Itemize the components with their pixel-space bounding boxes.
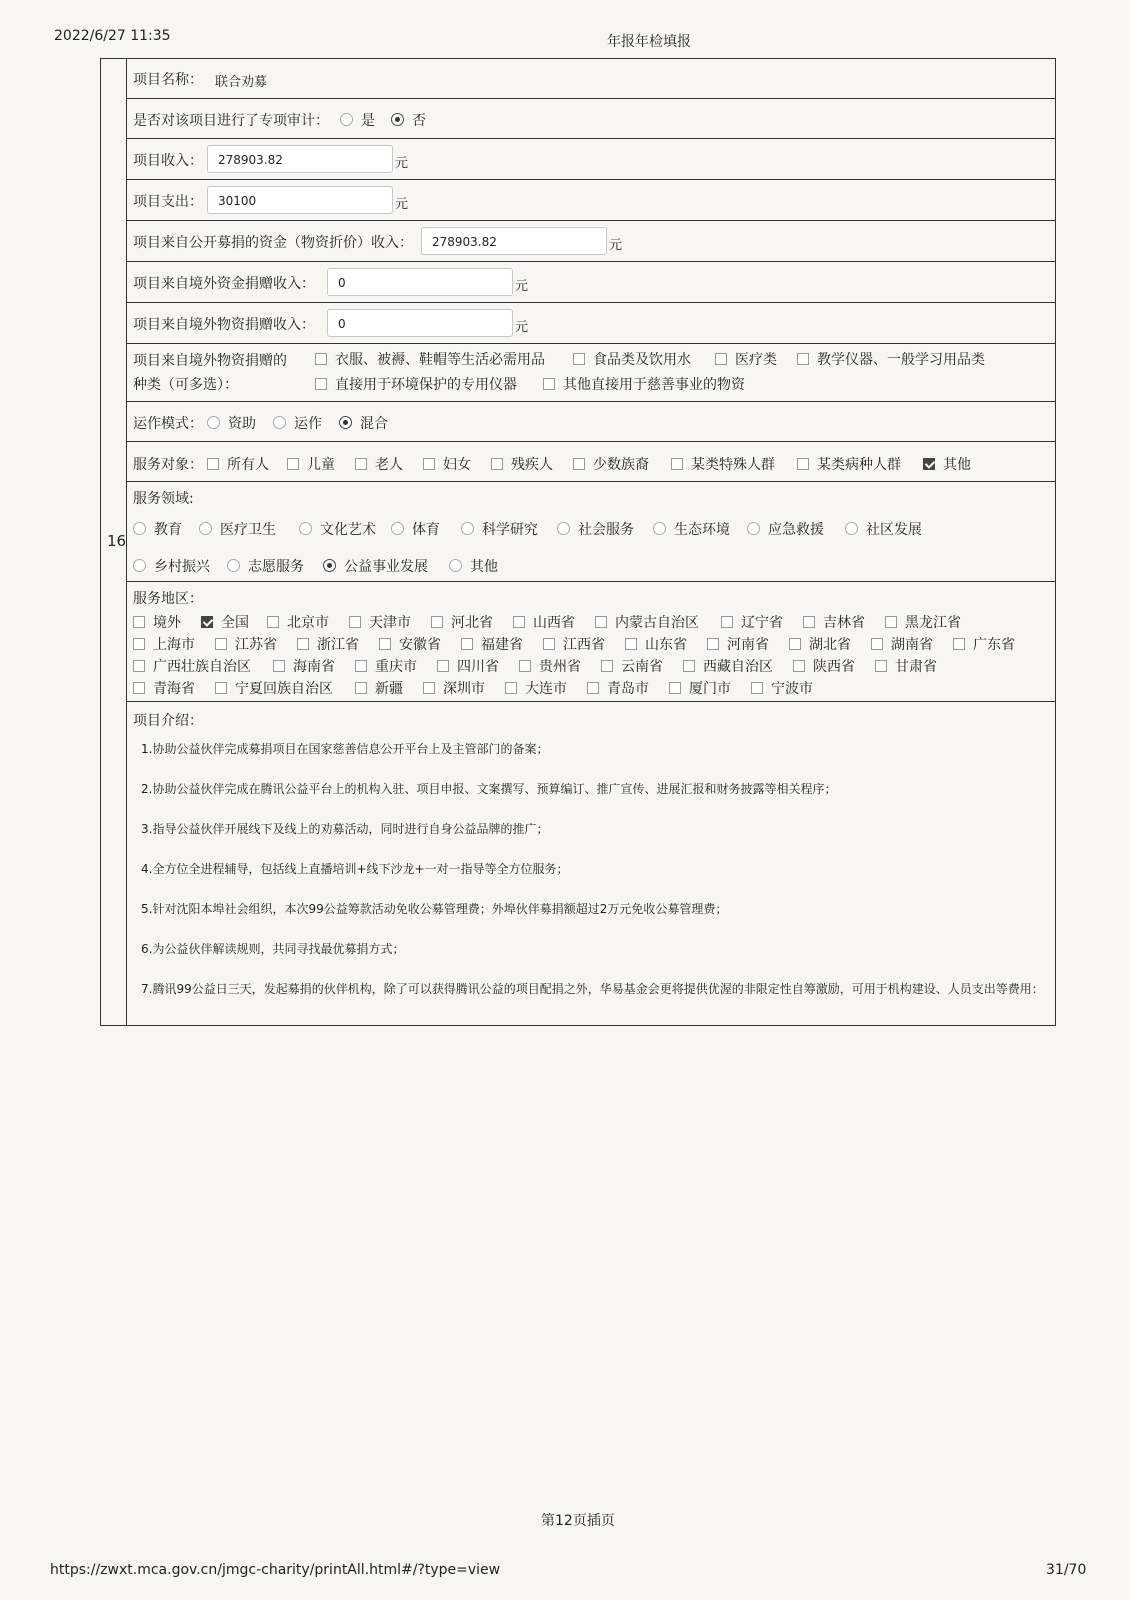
checkbox-icon [751,682,763,694]
operation-row [127,402,1055,442]
region-option[interactable] [707,634,769,654]
checkbox-icon [871,638,883,650]
region-option[interactable] [789,634,851,654]
foreign-fund-input[interactable]: 0 [327,268,513,296]
project-intro-row [127,702,1055,1027]
checkbox-icon [885,616,897,628]
radio-icon [461,522,474,535]
option-label: 公益事业发展 [344,559,428,575]
checkbox-icon [573,353,585,365]
radio-icon [133,522,146,535]
field-option[interactable] [227,556,304,576]
public-fund-unit: 元 [609,238,623,253]
checkbox-icon [789,638,801,650]
target-option-checked[interactable] [923,454,971,474]
checkbox-icon [133,616,145,628]
project-intro-label: 项目介绍： [133,713,203,729]
region-option[interactable] [355,656,417,676]
option-label: 山西省 [533,615,575,631]
checkbox-icon [133,638,145,650]
option-label: 其他直接用于慈善事业的物资 [563,377,745,393]
print-date: 2022/6/27 11:35 [54,28,171,44]
region-option[interactable] [625,634,687,654]
region-option[interactable] [423,678,485,698]
radio-icon [449,559,462,572]
checkbox-icon [431,616,443,628]
region-option[interactable] [437,656,499,676]
goods-type-option[interactable] [573,349,691,369]
region-option[interactable] [133,656,251,676]
expense-row [127,180,1055,221]
option-label: 衣服、被褥、鞋帽等生活必需用品 [335,352,545,368]
option-label: 河南省 [727,637,769,653]
foreign-goods-unit: 元 [515,320,529,335]
radio-icon [340,113,353,126]
checkbox-checked-icon [923,458,935,470]
checkbox-icon [437,660,449,672]
checkbox-icon [267,616,279,628]
option-label: 运作 [294,416,322,432]
expense-label: 项目支出： [133,194,203,210]
radio-icon [207,416,220,429]
checkbox-icon [423,682,435,694]
project-name-value: 联合劝募 [215,75,268,90]
region-option[interactable] [273,656,335,676]
option-label: 医疗类 [735,352,777,368]
public-fund-label: 项目来自公开募捐的资金（物资折价）收入： [133,235,413,251]
option-label: 广东省 [973,637,1015,653]
checkbox-icon [543,638,555,650]
region-option[interactable] [721,612,783,632]
radio-selected-icon [391,113,404,126]
income-unit: 元 [395,156,409,171]
region-option[interactable] [215,678,333,698]
foreign-fund-row [127,262,1055,303]
region-option[interactable] [587,678,649,698]
option-label: 北京市 [287,615,329,631]
option-label: 其他 [470,559,498,575]
option-label: 江西省 [563,637,605,653]
audit-row [127,99,1055,139]
option-label: 湖北省 [809,637,851,653]
radio-icon [273,416,286,429]
region-option[interactable] [595,612,699,632]
option-label: 新疆 [375,681,403,697]
option-label: 妇女 [443,457,471,473]
checkbox-icon [355,458,367,470]
option-label: 直接用于环境保护的专用仪器 [335,377,517,393]
region-option[interactable] [871,634,933,654]
radio-selected-icon [323,559,336,572]
audit-no-radio[interactable] [391,110,426,130]
region-option[interactable] [505,678,567,698]
option-label: 志愿服务 [248,559,304,575]
option-label: 天津市 [369,615,411,631]
option-label: 上海市 [153,637,195,653]
region-option[interactable] [133,634,195,654]
checkbox-icon [491,458,503,470]
option-label: 老人 [375,457,403,473]
checkbox-icon [797,458,809,470]
checkbox-icon [803,616,815,628]
region-option[interactable] [601,656,663,676]
region-option[interactable] [953,634,1015,654]
region-option[interactable] [751,678,813,698]
radio-icon [653,522,666,535]
operation-label: 运作模式： [133,416,203,432]
field-option[interactable] [299,519,376,539]
radio-icon [845,522,858,535]
region-option[interactable] [349,612,411,632]
option-label: 西藏自治区 [703,659,773,675]
option-label: 社区发展 [866,522,922,538]
option-label: 厦门市 [689,681,731,697]
checkbox-icon [587,682,599,694]
field-option[interactable] [461,519,538,539]
region-option[interactable] [379,634,441,654]
option-label: 青海省 [153,681,195,697]
foreign-goods-label: 项目来自境外物资捐赠收入： [133,317,315,333]
region-option[interactable] [297,634,359,654]
region-option[interactable] [133,678,195,698]
income-row [127,139,1055,180]
public-fund-input[interactable]: 278903.82 [421,227,607,255]
checkbox-icon [601,660,613,672]
radio-icon [391,522,404,535]
option-label: 四川省 [457,659,499,675]
operation-option[interactable] [207,413,256,433]
region-option[interactable] [669,678,731,698]
checkbox-icon [423,458,435,470]
checkbox-icon [461,638,473,650]
checkbox-icon [519,660,531,672]
option-label: 境外 [153,615,181,631]
radio-icon [199,522,212,535]
field-option[interactable] [199,519,276,539]
radio-icon [227,559,240,572]
service-region-label: 服务地区： [133,591,203,607]
checkbox-icon [875,660,887,672]
option-label: 生态环境 [674,522,730,538]
checkbox-checked-icon [201,616,213,628]
checkbox-icon [379,638,391,650]
option-label: 海南省 [293,659,335,675]
field-option[interactable] [391,519,440,539]
service-field-label: 服务领域: [133,491,194,507]
region-option[interactable] [683,656,773,676]
field-option[interactable] [133,519,182,539]
option-label: 湖南省 [891,637,933,653]
intro-item: 3.指导公益伙伴开展线下及线上的劝募活动，同时进行自身公益品牌的推广； [141,822,549,836]
checkbox-icon [669,682,681,694]
checkbox-icon [315,378,327,390]
public-fund-row [127,221,1055,262]
goods-type-label-line1: 项目来自境外物资捐赠的 [133,353,287,369]
option-label: 科学研究 [482,522,538,538]
target-option[interactable] [355,454,403,474]
option-label: 混合 [360,416,388,432]
option-label: 深圳市 [443,681,485,697]
option-label: 宁波市 [771,681,813,697]
checkbox-icon [349,616,361,628]
region-option[interactable] [355,678,403,698]
radio-icon [557,522,570,535]
region-option[interactable] [133,612,181,632]
foreign-fund-label: 项目来自境外资金捐赠收入： [133,276,315,292]
project-name-row [127,59,1055,99]
target-option[interactable] [671,454,775,474]
field-option[interactable] [449,556,498,576]
option-label: 医疗卫生 [220,522,276,538]
option-label: 安徽省 [399,637,441,653]
checkbox-icon [671,458,683,470]
option-label: 教学仪器、一般学习用品类 [817,352,985,368]
region-option[interactable] [267,612,329,632]
option-label: 浙江省 [317,637,359,653]
option-label: 云南省 [621,659,663,675]
checkbox-icon [595,616,607,628]
checkbox-icon [207,458,219,470]
option-label: 社会服务 [578,522,634,538]
region-option[interactable] [519,656,581,676]
income-input[interactable]: 278903.82 [207,145,393,173]
option-label: 资助 [228,416,256,432]
checkbox-icon [513,616,525,628]
checkbox-icon [273,660,285,672]
audit-yes-radio[interactable] [340,110,375,130]
option-label: 儿童 [307,457,335,473]
goods-type-option[interactable] [715,349,777,369]
checkbox-icon [215,638,227,650]
goods-type-option[interactable] [543,374,745,394]
foreign-goods-row [127,303,1055,344]
option-label: 黑龙江省 [905,615,961,631]
foreign-goods-input[interactable]: 0 [327,309,513,337]
income-label: 项目收入： [133,153,203,169]
checkbox-icon [355,682,367,694]
radio-icon [747,522,760,535]
checkbox-icon [797,353,809,365]
insert-page-label: 第12页插页 [541,1513,615,1529]
service-field-row [127,482,1055,582]
service-region-row [127,582,1055,702]
target-option[interactable] [573,454,649,474]
checkbox-icon [543,378,555,390]
operation-option-selected[interactable] [339,413,388,433]
region-option[interactable] [803,612,865,632]
goods-type-option[interactable] [315,349,545,369]
region-option[interactable] [513,612,575,632]
radio-icon [299,522,312,535]
goods-type-option[interactable] [315,374,517,394]
field-option[interactable] [845,519,922,539]
intro-item: 5.针对沈阳本埠社会组织，本次99公益筹款活动免收公募管理费；外埠伙伴募捐额超过2万元免收公募管理费； [141,902,728,916]
checkbox-icon [793,660,805,672]
target-option[interactable] [797,454,901,474]
option-label: 所有人 [227,457,269,473]
page-counter: 31/70 [1046,1562,1087,1578]
page-title: 年报年检填报 [607,34,691,50]
option-label: 广西壮族自治区 [153,659,251,675]
checkbox-icon [707,638,719,650]
expense-input[interactable]: 30100 [207,186,393,214]
region-option[interactable] [885,612,961,632]
field-option-selected[interactable] [323,556,428,576]
option-label: 江苏省 [235,637,277,653]
goods-type-row [127,344,1055,402]
option-label: 内蒙古自治区 [615,615,699,631]
option-label: 残疾人 [511,457,553,473]
audit-no-label: 否 [412,113,426,129]
field-option[interactable] [133,556,210,576]
audit-yes-label: 是 [361,113,375,129]
audit-label: 是否对该项目进行了专项审计： [133,113,329,129]
option-label: 乡村振兴 [154,559,210,575]
field-option[interactable] [557,519,634,539]
region-option[interactable] [793,656,855,676]
region-option[interactable] [875,656,937,676]
checkbox-icon [715,353,727,365]
region-option[interactable] [215,634,277,654]
target-option[interactable] [491,454,553,474]
checkbox-icon [505,682,517,694]
foreign-fund-unit: 元 [515,279,529,294]
field-option[interactable] [747,519,824,539]
checkbox-icon [297,638,309,650]
option-label: 少数族裔 [593,457,649,473]
target-option[interactable] [287,454,335,474]
option-label: 大连市 [525,681,567,697]
row-number: 16 [107,532,127,550]
option-label: 福建省 [481,637,523,653]
service-target-row [127,442,1055,482]
option-label: 教育 [154,522,182,538]
row-number-column [101,59,127,1025]
checkbox-icon [315,353,327,365]
goods-type-label-line2: 种类（可多选）： [133,377,238,393]
option-label: 辽宁省 [741,615,783,631]
project-table [100,58,1056,1026]
intro-item: 1.协助公益伙伴完成募捐项目在国家慈善信息公开平台上及主管部门的备案； [141,742,549,756]
option-label: 重庆市 [375,659,417,675]
checkbox-icon [683,660,695,672]
intro-item: 6.为公益伙伴解读规则，共同寻找最优募捐方式； [141,942,405,956]
option-label: 全国 [221,615,249,631]
option-label: 食品类及饮用水 [593,352,691,368]
target-option[interactable] [423,454,471,474]
region-option-checked[interactable] [201,612,249,632]
option-label: 宁夏回族自治区 [235,681,333,697]
print-url: https://zwxt.mca.gov.cn/jmgc-charity/printAll.html#/?type=view [50,1562,501,1578]
expense-unit: 元 [395,197,409,212]
checkbox-icon [215,682,227,694]
option-label: 体育 [412,522,440,538]
target-option[interactable] [207,454,269,474]
radio-selected-icon [339,416,352,429]
checkbox-icon [133,660,145,672]
operation-option[interactable] [273,413,322,433]
intro-item: 7.腾讯99公益日三天，发起募捐的伙伴机构，除了可以获得腾讯公益的项目配捐之外，华易基金会更将提供优渥的非限定性自筹激励，可用于机构建设、人员支出等费用： [141,982,1044,996]
checkbox-icon [953,638,965,650]
checkbox-icon [721,616,733,628]
intro-item: 2.协助公益伙伴完成在腾讯公益平台上的机构入驻、项目申报、文案撰写、预算编订、推广宣传、进展汇报和财务披露等相关程序； [141,782,837,796]
project-name-label: 项目名称： [133,72,203,88]
option-label: 贵州省 [539,659,581,675]
checkbox-icon [287,458,299,470]
option-label: 山东省 [645,637,687,653]
radio-icon [133,559,146,572]
service-target-label: 服务对象： [133,457,203,473]
option-label: 文化艺术 [320,522,376,538]
field-option[interactable] [653,519,730,539]
option-label: 吉林省 [823,615,865,631]
option-label: 甘肃省 [895,659,937,675]
intro-item: 4.全方位全进程辅导，包括线上直播培训+线下沙龙+一对一指导等全方位服务； [141,862,569,876]
option-label: 某类特殊人群 [691,457,775,473]
region-option[interactable] [431,612,493,632]
option-label: 青岛市 [607,681,649,697]
option-label: 河北省 [451,615,493,631]
goods-type-option[interactable] [797,349,985,369]
checkbox-icon [625,638,637,650]
region-option[interactable] [543,634,605,654]
option-label: 其他 [943,457,971,473]
option-label: 应急救援 [768,522,824,538]
option-label: 某类病种人群 [817,457,901,473]
option-label: 陕西省 [813,659,855,675]
region-option[interactable] [461,634,523,654]
checkbox-icon [355,660,367,672]
checkbox-icon [573,458,585,470]
checkbox-icon [133,682,145,694]
